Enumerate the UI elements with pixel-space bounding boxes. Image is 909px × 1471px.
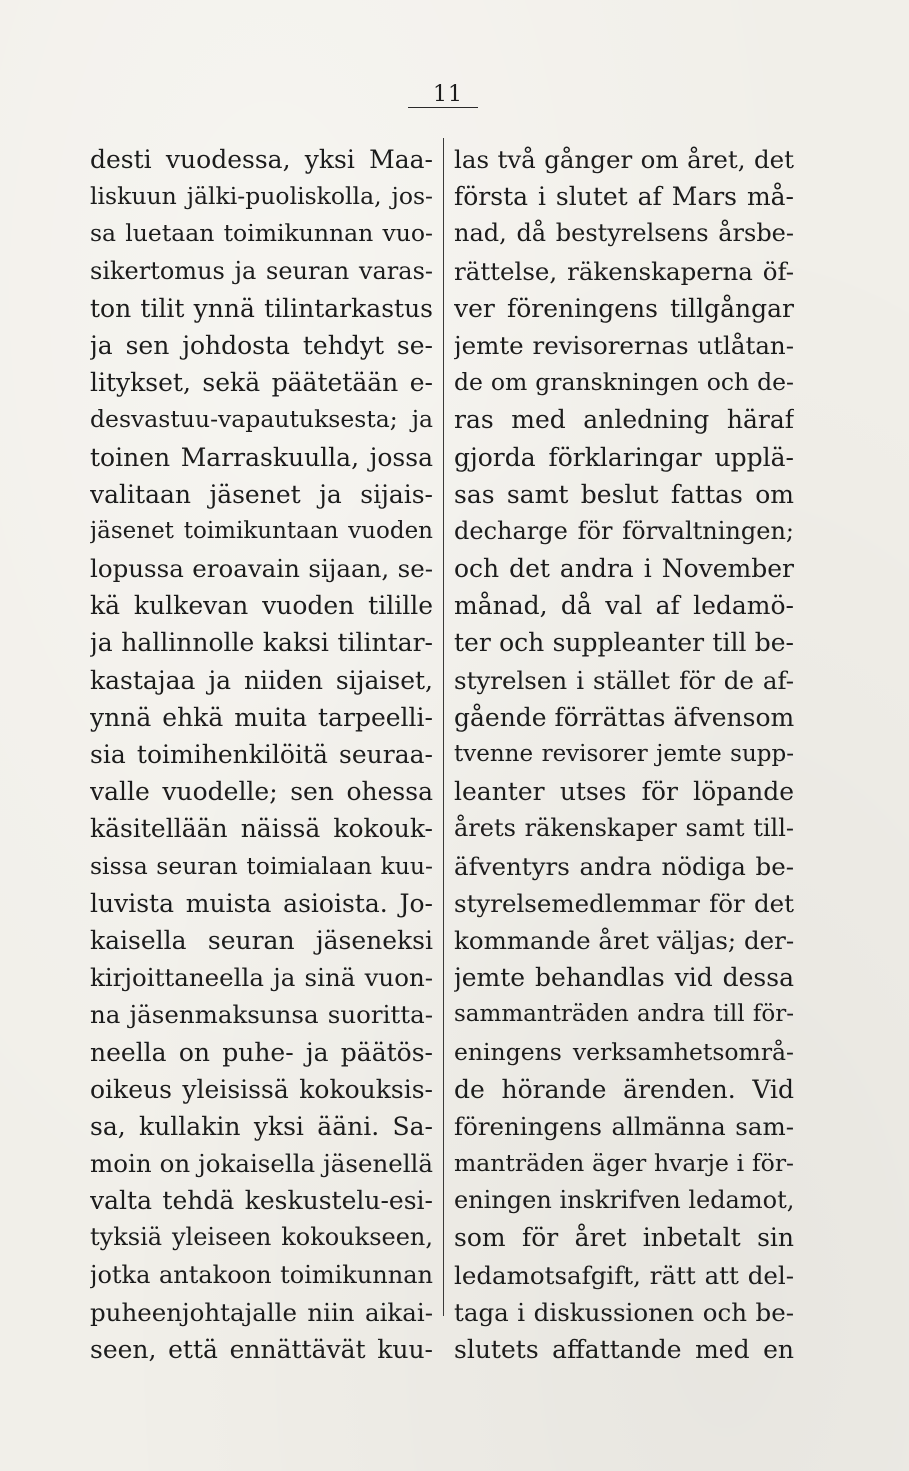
swedish-text-line: eningens verksamhetsområ- [454,1037,794,1066]
finnish-text-line: käsitellään näissä kokouk- [90,814,433,844]
finnish-text-line: litykset, sekä päätetään e- [90,368,433,398]
swedish-text-line: las två gånger om året, det [454,145,794,174]
swedish-text-line: slutets affattande med en [454,1335,794,1364]
swedish-text-line: första i slutet af Mars må- [454,182,794,212]
finnish-text-line: kä kulkevan vuoden tilille [90,591,433,621]
swedish-text-line: jemte revisorernas utlåtan- [454,330,794,360]
finnish-text-line: oikeus yleisissä kokouksis- [90,1074,433,1104]
swedish-text-line: leanter utses för löpande [454,777,794,807]
swedish-text-line: ras med anledning häraf [454,405,794,435]
swedish-text-line: styrelsemedlemmar för det [454,888,794,918]
finnish-text-line: puheenjohtajalle niin aikai- [90,1297,433,1327]
finnish-text-line: liskuun jälki-puoliskolla, jos- [90,182,433,211]
finnish-text-line: ynnä ehkä muita tarpeelli- [90,702,433,732]
finnish-text-line: ja hallinnolle kaksi tilintar- [90,628,433,658]
finnish-text-line: tyksiä yleiseen kokoukseen, [90,1223,433,1252]
swedish-text-line: ledamotsafgift, rätt att del- [454,1260,794,1290]
header-rule [408,107,478,108]
finnish-text-line: jäsenet toimikuntaan vuoden [90,517,433,544]
swedish-text-line: styrelsen i stället för de af- [454,665,794,695]
finnish-text-line: moin on jokaisella jäsenellä [90,1149,433,1179]
swedish-text-column [454,141,794,1368]
swedish-text-line: nad, då bestyrelsens årsbe- [454,219,794,248]
swedish-text-line: decharge för förvaltningen; [454,516,794,545]
swedish-text-line: som för året inbetalt sin [454,1223,794,1253]
finnish-text-line: desti vuodessa, yksi Maa- [90,145,433,174]
finnish-text-line: toinen Marraskuulla, jossa [90,442,433,472]
swedish-text-line: föreningens allmänna sam- [454,1111,794,1141]
swedish-text-line: äfventyrs andra nödiga be- [454,851,794,881]
finnish-text-line: na jäsenmaksunsa suoritta- [90,1000,433,1030]
swedish-text-line: eningen inskrifven ledamot, [454,1186,794,1215]
finnish-text-line: sa luetaan toimikunnan vuo- [90,219,433,248]
swedish-text-line: gjorda förklaringar upplä- [454,442,794,472]
finnish-text-line: kaisella seuran jäseneksi [90,925,433,955]
finnish-text-line: sa, kullakin yksi ääni. Sa- [90,1111,433,1141]
swedish-text-line: ter och suppleanter till be- [454,628,794,658]
finnish-text-line: sissa seuran toimialaan kuu- [90,851,433,880]
swedish-text-line: de hörande ärenden. Vid [454,1074,794,1104]
swedish-text-line: rättelse, räkenskaperna öf- [454,256,794,286]
finnish-text-line: neella on puhe- ja päätös- [90,1037,433,1067]
swedish-text-line: jemte behandlas vid dessa [454,963,794,993]
finnish-text-line: sia toimihenkilöitä seuraa- [90,740,433,769]
finnish-text-line: seen, että ennättävät kuu- [90,1335,433,1364]
finnish-text-column [90,141,433,1368]
column-divider [443,138,444,1316]
finnish-text-line: valitaan jäsenet ja sijais- [90,479,433,509]
swedish-text-line: och det andra i November [454,554,794,584]
swedish-text-line: taga i diskussionen och be- [454,1297,794,1327]
swedish-text-line: manträden äger hvarje i för- [454,1149,794,1178]
swedish-text-line: kommande året väljas; der- [454,925,794,955]
finnish-text-line: ja sen johdosta tehdyt se- [90,330,433,360]
finnish-text-line: jotka antakoon toimikunnan [90,1260,433,1289]
finnish-text-line: sikertomus ja seuran varas- [90,256,433,285]
swedish-text-line: tvenne revisorer jemte supp- [454,741,794,767]
swedish-text-line: månad, då val af ledamö- [454,591,794,621]
finnish-text-line: lopussa eroavain sijaan, se- [90,554,433,584]
page-number: 11 [433,82,463,107]
finnish-text-line: ton tilit ynnä tilintarkastus [90,293,433,323]
finnish-text-line: kastajaa ja niiden sijaiset, [90,665,433,695]
swedish-text-line: årets räkenskaper samt till- [454,814,794,843]
swedish-text-line: sas samt beslut fattas om [454,479,794,509]
finnish-text-line: luvista muista asioista. Jo- [90,888,433,918]
finnish-text-line: valle vuodelle; sen ohessa [90,777,433,807]
swedish-text-line: de om granskningen och de- [454,368,794,397]
swedish-text-line: gående förrättas äfvensom [454,702,794,732]
finnish-text-line: valta tehdä keskustelu-esi- [90,1186,433,1216]
swedish-text-line: ver föreningens tillgångar [454,293,794,323]
finnish-text-line: kirjoittaneella ja sinä vuon- [90,963,433,993]
swedish-text-line: sammanträden andra till för- [454,1001,794,1028]
finnish-text-line: desvastuu-vapautuksesta; ja [90,405,433,434]
